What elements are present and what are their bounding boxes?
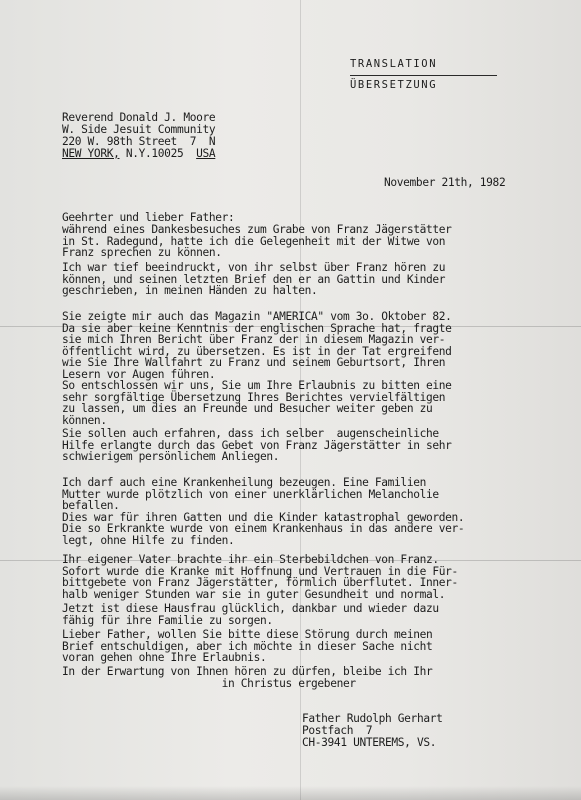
paragraph-line: fähig für ihre Familie zu sorgen.	[62, 613, 273, 627]
paragraph-line: So entschlossen wir uns, Sie um Ihre Erlaubnis zu bitten eine	[62, 379, 452, 392]
signature-name: Father Rudolph Gerhart	[302, 712, 443, 725]
paragraph-line: in St. Radegund, hatte ich die Gelegenheit mit der Witwe von	[62, 234, 446, 248]
address-line: Reverend Donald J. Moore	[62, 111, 216, 124]
heading-divider	[350, 75, 497, 76]
paragraph-line: können.	[62, 413, 107, 427]
paragraph-line: während eines Dankesbesuches zum Grabe von Franz Jägerstätter	[62, 223, 452, 236]
paragraph-line: legt, ohne Hilfe zu finden.	[62, 534, 235, 547]
paragraph-line: Sie sollen auch erfahren, dass ich selber augenscheinliche	[62, 427, 439, 440]
letter-date: November 21th, 1982	[384, 176, 506, 189]
paragraph-line: Ich darf auch eine Krankenheilung bezeugen. Eine Familien	[62, 476, 426, 489]
paragraph-line: sie mich Ihren Bericht über Franz der in diesem Magazin ver-	[62, 333, 446, 347]
paragraph-line: Franz sprechen zu können.	[62, 246, 222, 260]
paragraph-line: Mutter wurde plötzlich von einer unerklärlichen Melancholie	[62, 487, 439, 501]
paper-bottom-edge	[0, 786, 581, 800]
paragraph-line: Hilfe erlangte durch das Gebet von Franz Jägerstätter in sehr	[62, 438, 452, 452]
paragraph-line: Sie zeigte mir auch das Magazin "AMERICA" vom 3o. Oktober 82.	[62, 310, 452, 323]
paragraph-line: bittgebete von Franz Jägerstätter, förmlich überflutet. Inner-	[62, 576, 458, 590]
paragraph-line: Lieber Father, wollen Sie bitte diese Störung durch meinen	[62, 628, 433, 641]
salutation: Geehrter und lieber Father:	[62, 211, 235, 224]
paragraph-line: Ich war tief beeindruckt, von ihr selbst über Franz hören zu	[62, 261, 446, 274]
address-state-zip: N.Y.10025	[119, 147, 197, 160]
paragraph-line: Ihr eigener Vater brachte ihr ein Sterbebildchen von Franz.	[62, 553, 439, 566]
signature-place: CH-3941 UNTEREMS, VS.	[302, 736, 437, 749]
address-city: NEW YORK,	[62, 147, 120, 160]
paragraph-line: in Christus ergebener	[62, 676, 356, 690]
paragraph-line: Dies war für ihren Gatten und die Kinder katastrophal geworden.	[62, 510, 465, 524]
paragraph-line: sehr sorgfältige Übersetzung Ihres Berichtes vervielfältigen	[62, 390, 446, 404]
paragraph-line: können, und seinen letzten Brief den er an Gattin und Kinder	[62, 272, 446, 286]
translation-heading: TRANSLATION	[350, 58, 438, 70]
paragraph-line: Da sie aber keine Kenntnis der englischen Sprache hat, fragte	[62, 321, 452, 335]
paragraph-line: zu lassen, um dies an Freunde und Besucher weiter geben zu	[62, 402, 433, 416]
paragraph-line: Sofort wurde die Kranke mit Hoffnung und Vertrauen in die Für-	[62, 564, 458, 578]
ubersetzung-heading: ÜBERSETZUNG	[350, 79, 438, 91]
paragraph-line: öffentlicht wird, zu übersetzen. Es ist in der Tat ergreifend	[62, 344, 452, 358]
address-line: W. Side Jesuit Community	[62, 123, 216, 136]
paragraph-line: Jetzt ist diese Hausfrau glücklich, dankbar und wieder dazu	[62, 602, 439, 615]
paragraph-line: halb weniger Stunden war sie in guter Gesundheit und normal.	[62, 587, 446, 601]
paragraph-line: geschrieben, in meinen Händen zu halten.	[62, 284, 318, 298]
paragraph-line: Lesern vor Augen führen.	[62, 368, 216, 381]
address-line: 220 W. 98th Street 7 N	[62, 135, 216, 148]
paragraph-line: schwierigem persönlichem Anliegen.	[62, 450, 280, 464]
paragraph-line: Brief entschuldigen, aber ich möchte in dieser Sache nicht	[62, 639, 433, 653]
address-country: USA	[196, 147, 216, 160]
paragraph-line: In der Erwartung von Ihnen hören zu dürfen, bleibe ich Ihr	[62, 665, 433, 678]
paragraph-line: befallen.	[62, 499, 120, 513]
signature-postfach: Postfach 7	[302, 724, 373, 737]
paragraph-line: voran gehen ohne Ihre Erlaubnis.	[62, 651, 267, 665]
paragraph-line: Die so Erkrankte wurde von einem Krankenhaus in das andere ver-	[62, 522, 465, 536]
paragraph-line: wie Sie Ihre Wallfahrt zu Franz und seinem Geburtsort, Ihren	[62, 356, 446, 370]
address-city-line	[62, 147, 215, 160]
